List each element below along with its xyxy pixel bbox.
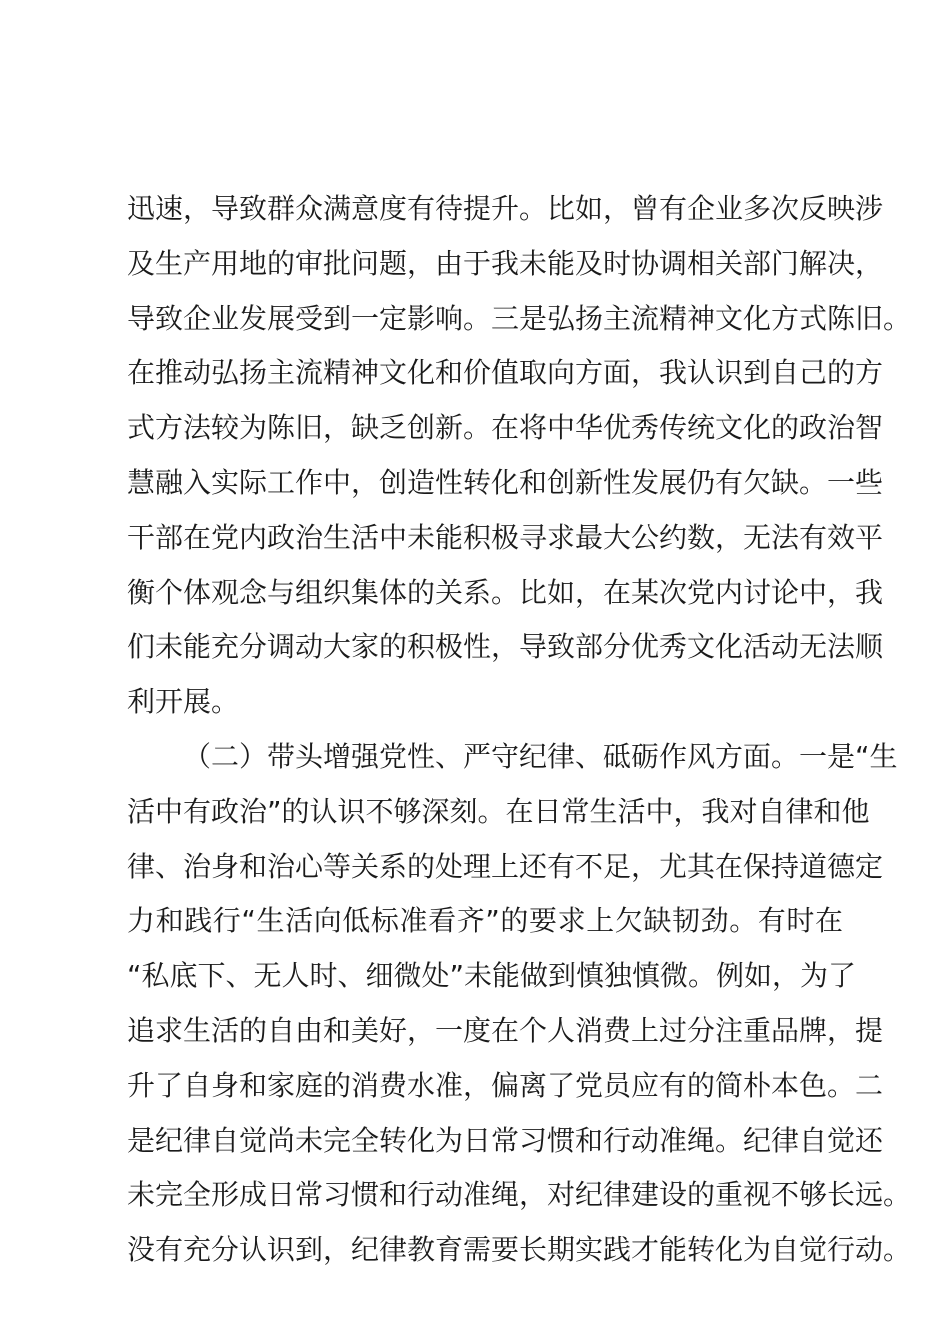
text-line: 们未能充分调动大家的积极性，导致部分优秀文化活动无法顺 bbox=[127, 630, 884, 664]
text-line: 在推动弘扬主流精神文化和价值取向方面，我认识到自己的方 bbox=[127, 356, 884, 390]
text-line: 迅速，导致群众满意度有待提升。比如，曾有企业多次反映涉 bbox=[127, 192, 884, 225]
text-line: 慧融入实际工作中，创造性转化和创新性发展仍有欠缺。一些 bbox=[127, 465, 884, 499]
text-line: 追求生活的自由和美好，一度在个人消费上过分注重品牌，提 bbox=[127, 1013, 884, 1047]
text-line: 衡个体观念与组织集体的关系。比如，在某次党内讨论中，我 bbox=[127, 575, 884, 609]
text-line: 干部在党内政治生活中未能积极寻求最大公约数，无法有效平 bbox=[127, 520, 884, 554]
body-text bbox=[127, 182, 912, 1278]
text-line: 导致企业发展受到一定影响。三是弘扬主流精神文化方式陈旧。 bbox=[127, 301, 912, 335]
text-line: 力和践行“生活向低标准看齐”的要求上欠缺韧劲。有时在 bbox=[127, 904, 843, 938]
text-line-paragraph-end: 利开展。 bbox=[127, 685, 240, 719]
text-line: 没有充分认识到，纪律教育需要长期实践才能转化为自觉行动。 bbox=[127, 1233, 912, 1267]
text-line: “私底下、无人时、细微处”未能做到慎独慎微。例如，为了 bbox=[127, 959, 857, 993]
text-line: 是纪律自觉尚未完全转化为日常习惯和行动准绳。纪律自觉还 bbox=[127, 1123, 884, 1157]
text-line: 活中有政治”的认识不够深刻。在日常生活中，我对自律和他 bbox=[127, 794, 870, 828]
text-line: 及生产用地的审批问题，由于我未能及时协调相关部门解决， bbox=[127, 246, 884, 280]
text-line: 律、治身和治心等关系的处理上还有不足，尤其在保持道德定 bbox=[127, 849, 884, 883]
text-line: 未完全形成日常习惯和行动准绳，对纪律建设的重视不够长远。 bbox=[127, 1178, 912, 1212]
text-line: 式方法较为陈旧，缺乏创新。在将中华优秀传统文化的政治智 bbox=[127, 411, 884, 445]
text-line: 升了自身和家庭的消费水准，偏离了党员应有的简朴本色。二 bbox=[127, 1068, 884, 1102]
section-heading-line: （二）带头增强党性、严守纪律、砥砺作风方面。一是“生 bbox=[183, 739, 898, 773]
